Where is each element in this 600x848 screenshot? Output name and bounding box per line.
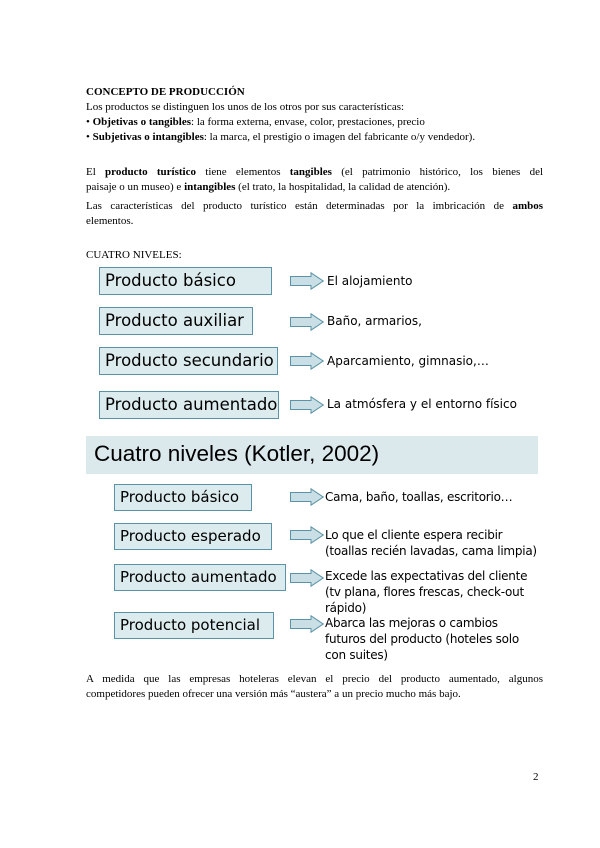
- arrow-right-icon: [290, 272, 324, 290]
- level-desc-secondary: Aparcamiento, gimnasio,…: [327, 354, 489, 368]
- level-box-basic: Producto básico: [99, 267, 272, 295]
- bullet-subjective-term: Subjetivas o intangibles: [92, 131, 204, 143]
- bullet-subjective-text: : la marca, el prestigio o imagen del fabricante o/y vendedor).: [203, 131, 476, 143]
- closing-line-2: competidores pueden ofrecer una versión más “austera” a un precio mucho más bajo.: [86, 688, 461, 700]
- page-number: 2: [533, 771, 539, 783]
- tourist-line-4: elementos.: [86, 215, 134, 227]
- tourist-line-1: El producto turístico tiene elementos tangibles (el patrimonio histórico, los bienes del: [86, 166, 544, 178]
- kotler-box-augmented: Producto aumentado: [114, 564, 286, 591]
- intro-line: Los productos se distinguen los unos de los otros por sus características:: [86, 101, 405, 113]
- arrow-right-icon: [290, 352, 324, 370]
- levels-heading: CUATRO NIVELES:: [86, 249, 182, 261]
- level-box-secondary: Producto secundario: [99, 347, 278, 375]
- level-desc-auxiliary: Baño, armarios,: [327, 314, 422, 328]
- kotler-title-banner: [86, 436, 538, 474]
- closing-line-1: A medida que las empresas hoteleras elevan el precio del producto aumentado, algunos: [86, 673, 543, 685]
- level-box-auxiliary: Producto auxiliar: [99, 307, 253, 335]
- kotler-box-potential: Producto potencial: [114, 612, 274, 639]
- level-desc-basic: El alojamiento: [327, 274, 413, 288]
- bullet-objective: • Objetivas o tangibles: la forma externa, envase, color, prestaciones, precio: [86, 116, 425, 128]
- arrow-right-icon: [290, 313, 324, 331]
- arrow-right-icon: [290, 396, 324, 414]
- level-desc-augmented: La atmósfera y el entorno físico: [327, 397, 517, 411]
- bullet-objective-text: : la forma externa, envase, color, prestaciones, precio: [191, 116, 425, 128]
- kotler-desc-basic: Cama, baño, toallas, escritorio…: [325, 490, 513, 504]
- kotler-desc-augmented: Excede las expectativas del cliente (tv plana, flores frescas, check-out rápido): [325, 569, 528, 615]
- arrow-right-icon: [290, 615, 324, 633]
- kotler-desc-expected: Lo que el cliente espera recibir (toallas recién lavadas, cama limpia): [325, 528, 537, 558]
- kotler-title: Cuatro niveles (Kotler, 2002): [94, 441, 380, 466]
- tourist-line-2: paisaje o un museo) e intangibles (el trato, la hospitalidad, la calidad de atención).: [86, 181, 451, 193]
- kotler-desc-potential: Abarca las mejoras o cambios futuros del producto (hoteles solo con suites): [325, 616, 519, 662]
- arrow-right-icon: [290, 488, 324, 506]
- arrow-right-icon: [290, 526, 324, 544]
- level-box-augmented: Producto aumentado: [99, 391, 279, 419]
- tourist-line-3: Las características del producto turístico están determinadas por la imbricación de ambos: [86, 200, 543, 212]
- kotler-box-basic: Producto básico: [114, 484, 252, 511]
- section-heading: CONCEPTO DE PRODUCCIÓN: [86, 86, 245, 98]
- kotler-box-expected: Producto esperado: [114, 523, 272, 550]
- bullet-objective-term: Objetivas o tangibles: [92, 116, 192, 128]
- bullet-subjective: • Subjetivas o intangibles: la marca, el prestigio o imagen del fabricante o/y vendedor).: [86, 131, 476, 143]
- arrow-right-icon: [290, 569, 324, 587]
